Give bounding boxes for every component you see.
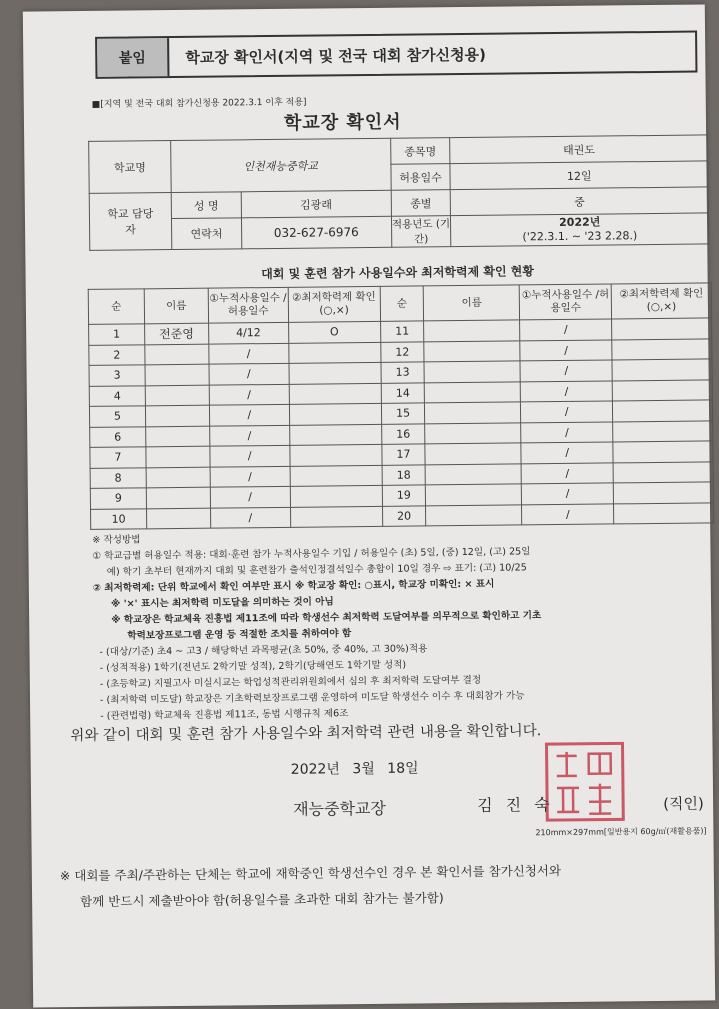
school-signature: 재능중학교장 (293, 798, 387, 819)
officer-label: 학교 담당자 (89, 193, 171, 251)
row-number: 11 (380, 321, 424, 342)
row-number: 7 (90, 447, 146, 468)
academic-check (290, 465, 382, 486)
used-days: / (521, 442, 613, 463)
athlete-name (425, 402, 521, 424)
official-seal-icon (542, 739, 627, 824)
used-days: / (209, 384, 289, 405)
used-days: / (209, 343, 289, 364)
row-number: 8 (90, 467, 146, 488)
sport-value: 태권도 (450, 135, 708, 164)
header-no: 순 (380, 286, 424, 321)
row-number: 6 (90, 426, 146, 447)
year-label: 적용년도 (기간) (391, 216, 451, 248)
used-days: / (210, 466, 290, 487)
used-days: / (520, 380, 612, 401)
row-number: 9 (90, 488, 146, 509)
used-days: / (209, 404, 289, 425)
form-header (95, 31, 697, 79)
academic-check (613, 420, 713, 442)
academic-check (290, 485, 382, 506)
row-number: 3 (89, 365, 145, 386)
athlete-name (146, 426, 210, 447)
header-days: ①누적사용일수 /허용일수 (519, 284, 611, 320)
row-number: 16 (381, 423, 425, 444)
header-check: ②최저학력제 확인(○,×) (288, 286, 380, 322)
athlete-name (426, 484, 522, 506)
instruction-line: - (초등학교) 지필고사 미실시교는 학업성적관리위원회에서 심의 후 최저학력 도달여부 결정 (99, 674, 482, 690)
academic-check (613, 461, 713, 483)
used-days: / (520, 319, 612, 340)
header-no: 순 (88, 289, 144, 325)
year-value: 2022년 (559, 215, 601, 229)
used-days: / (522, 503, 614, 524)
phone-label: 연락처 (171, 218, 241, 250)
athlete-name (145, 405, 209, 426)
athlete-name (424, 340, 520, 362)
footer-line: ※ 대회를 주최/주관하는 단체는 학교에 재학중인 학생선수인 경우 본 확인서를 참가신청서와 (59, 863, 562, 884)
section-title: 대회 및 훈련 참가 사용일수와 최저학력제 확인 현황 (261, 264, 534, 282)
used-days: / (210, 486, 290, 507)
used-days: / (521, 462, 613, 483)
instructions (92, 526, 719, 725)
athlete-table (88, 282, 714, 530)
academic-check (289, 383, 381, 404)
athlete-name (424, 361, 520, 383)
row-number: 1 (89, 324, 145, 345)
row-number: 5 (89, 406, 145, 427)
seal-label: (직인) (663, 794, 704, 813)
instruction-line: - (관련법령) 학교체육 진흥법 제11조, 동법 시행규칙 제6조 (100, 708, 349, 722)
row-number: 4 (89, 385, 145, 406)
academic-check (290, 444, 382, 465)
instruction-line: ※ '×' 표시는 최저학력 미도달을 의미하는 것이 아님 (110, 596, 334, 610)
used-days: / (521, 401, 613, 422)
days-label: 허용일수 (390, 164, 450, 191)
level-label: 종별 (391, 190, 451, 217)
athlete-name (425, 422, 521, 444)
used-days: / (210, 507, 290, 528)
academic-check: O (288, 321, 380, 342)
athlete-name: 전준영 (144, 323, 208, 344)
athlete-name (145, 364, 209, 385)
athlete-name (425, 381, 521, 403)
name-label: 성 명 (171, 192, 241, 219)
header-days: ①누적사용일수 /허용일수 (208, 287, 288, 323)
level-value: 중 (451, 187, 709, 216)
row-number: 18 (382, 464, 426, 485)
academic-check (289, 403, 381, 424)
header-name: 이름 (144, 288, 208, 324)
academic-check (612, 318, 712, 340)
sign-date (291, 757, 419, 778)
used-days: / (520, 360, 612, 381)
academic-check (612, 359, 712, 381)
instruction-line: ② 최저학력제: 단위 학교에서 확인 여부만 표시 ※ 학교장 확인: ○표시, 학교장 미확인: × 표시 (92, 578, 495, 594)
athlete-name (425, 443, 521, 465)
header-check: ②최저학력제 확인(○,×) (611, 283, 711, 319)
instruction-line: ※ 학교장은 학교체육 진흥법 제11조에 따라 학생선수 최저학력 도달여부를 의무적으로 확인하고 기초 (111, 610, 542, 626)
days-value: 12일 (450, 161, 708, 190)
academic-check (613, 441, 713, 463)
school-label: 학교명 (89, 141, 171, 194)
date-month: 3월 (352, 760, 375, 778)
info-table (88, 134, 709, 250)
academic-check (289, 362, 381, 383)
row-number: 12 (380, 341, 424, 362)
page-title: 학교장 확인서 (283, 111, 402, 134)
used-days: / (520, 339, 612, 360)
row-number: 17 (381, 444, 425, 465)
used-days: / (209, 363, 289, 384)
row-number: 20 (382, 505, 426, 526)
sport-label: 종목명 (390, 138, 450, 165)
row-number: 15 (381, 403, 425, 424)
instruction-line: - (성적적용) 1학기(전년도 2학기말 성적), 2학기(당해연도 1학기말 성적) (99, 659, 407, 674)
academic-check (612, 379, 712, 401)
athlete-name (426, 463, 522, 485)
used-days: / (522, 483, 614, 504)
instruction-line: 예) 학기 초부터 현재까지 대회 및 훈련참가 출석인정결석일수 총합이 10일 경우 ⇨ 표기: (고) 10/25 (106, 562, 527, 578)
used-days: / (209, 425, 289, 446)
footer-line: 함께 반드시 제출받아야 함(허용일수를 초과한 대회 참가는 불가함) (80, 890, 444, 910)
used-days: / (521, 421, 613, 442)
athlete-table-body (88, 283, 713, 530)
phone-value: 032-627-6976 (241, 216, 391, 249)
instruction-line: ① 학교급별 허용일수 적용: 대회·훈련 참가 누적사용일수 기입 / 허용일수 (초) 5일, (중) 12일, (고) 25일 (92, 546, 531, 562)
academic-check (612, 338, 712, 360)
row-number: 19 (382, 485, 426, 506)
header-name: 이름 (424, 285, 520, 321)
date-day: 18일 (387, 760, 419, 777)
paper-spec: 210mm×297mm[일반용지 60g/㎡(재활용품)] (535, 826, 707, 838)
academic-check (614, 502, 714, 524)
instruction-line: 학력보장프로그램 운영 등 적절한 조치를 취하여야 함 (127, 628, 352, 642)
athlete-name (145, 344, 209, 365)
academic-check (290, 506, 382, 527)
used-days: 4/12 (208, 322, 288, 343)
athlete-name (146, 487, 210, 508)
principal-name: 김 진 숙 (477, 795, 554, 815)
used-days: / (210, 445, 290, 466)
athlete-name (146, 467, 210, 488)
athlete-name (145, 385, 209, 406)
attachment-tag: 붙임 (97, 38, 169, 77)
confirmation-statement: 위와 같이 대회 및 훈련 참가 사용일수와 최저학력 관련 내용을 확인합니다. (70, 723, 542, 745)
document-page (23, 4, 715, 1007)
form-header-title: 학교장 확인서(지역 및 전국 대회 참가신청용) (185, 45, 487, 67)
year-cell (451, 213, 709, 247)
row-number: 10 (91, 508, 147, 529)
academic-check (289, 424, 381, 445)
footer-notice (60, 856, 719, 915)
academic-check (288, 342, 380, 363)
row-number: 14 (381, 382, 425, 403)
applicability-note: ■[지역 및 전국 대회 참가신청용 2022.3.1 이후 적용] (91, 97, 307, 110)
name-value: 김광래 (241, 190, 391, 218)
athlete-name (146, 446, 210, 467)
academic-check (613, 400, 713, 422)
instruction-line: - (대상/기준) 초4 ~ 고3 / 해당학년 과목평균(초 50%, 중 40%, 고 30%)적용 (99, 643, 428, 658)
academic-check (613, 482, 713, 504)
instruction-line: ※ 작성방법 (92, 534, 141, 546)
period-value: ('22.3.1. ~ '23 2.28.) (522, 229, 638, 244)
date-year: 2022년 (290, 761, 340, 778)
school-value: 인천재능중학교 (171, 138, 391, 192)
athlete-name (424, 320, 520, 342)
athlete-name (146, 508, 210, 529)
instruction-line: - (최저학력 미도달) 학교장은 기초학력보장프로그램 운영하여 미도달 학생선수 이수 후 대회참가 가능 (99, 690, 525, 706)
row-number: 13 (381, 362, 425, 383)
row-number: 2 (89, 344, 145, 365)
athlete-name (426, 504, 522, 526)
